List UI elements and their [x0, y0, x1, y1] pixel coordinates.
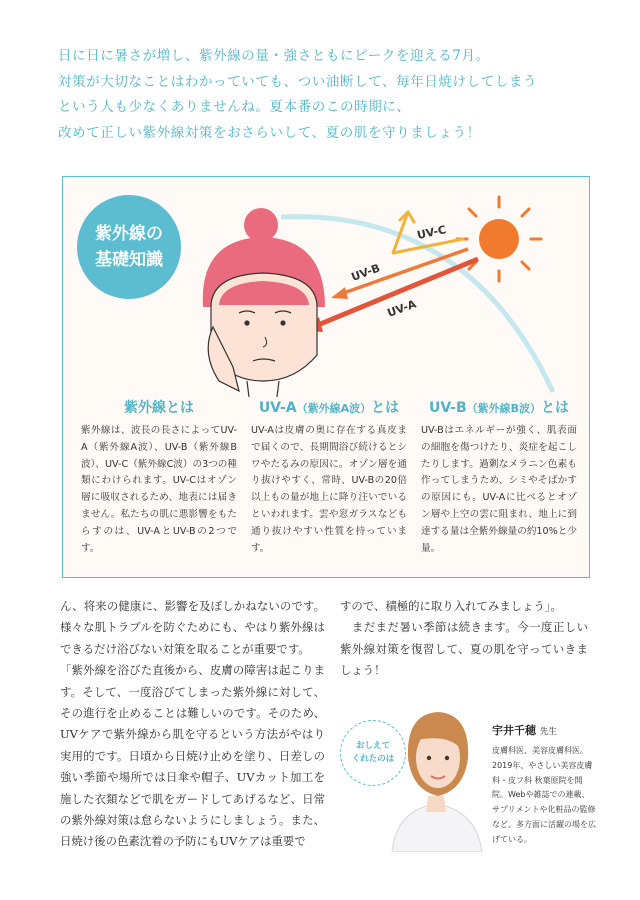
column-heading: UV-B（紫外線B波）とは [428, 400, 570, 416]
column-text: UV-Aは皮膚の奥に存在する真皮まで届くので、長期間浴び続けるとシワやたるみの原因に。オゾン層を通り抜けやすく、常時、UV-Bの20倍以上もの量が地上に降り注いでいるといわれます。雲や窓ガラスなども通り抜けやすい性質を持っています。 [251, 425, 407, 554]
expert-profile [492, 722, 596, 848]
intro-line: という人も少なくありませんね。夏本番のこの時期に、 [58, 99, 411, 115]
uv-basics-panel [62, 176, 590, 578]
uvc-label: UV-C [415, 223, 448, 242]
basics-badge [77, 195, 181, 299]
column-text: UV-Bはエネルギーが強く、肌表面の細胞を傷つけたり、炎症を起こしたりします。過剰なメラニン色素も作ってしまうため、シミやそばかすの原因にも。UV-Aに比べるとオゾン層や上空の雲に阻まれ、地上に到達する量は全紫外線量の約10%と少量。 [421, 425, 577, 554]
column-uvb [421, 397, 577, 557]
column-uva [251, 397, 407, 557]
expert-badge [340, 720, 406, 786]
expert-badge-line: くれたのは [351, 754, 395, 764]
expert-name-line [492, 722, 596, 738]
expert-title: 先生 [539, 727, 557, 737]
sun-icon [457, 197, 541, 281]
article-right-column [340, 596, 588, 682]
expert-bio: 皮膚科医、美容皮膚科医。2019年、やさしい美容皮膚科・皮フ科 秋葉原院を開院。Webや雑誌での連載、サプリメントや化粧品の監修など、多方面に活躍の場を広げている。 [492, 746, 596, 844]
article-paragraph: 「紫外線を浴びた直後から、皮膚の障害は起こります。そして、一度浴びてしまった紫外線に対して、その進行を止めることは難しいのです。そのため、UVケアで紫外線から肌を守るという方法がやはり実用的です。日頃から日焼け止めを塗り、日差しの強い季節や場所では日傘や帽子、UVカット加工を施した衣類などで肌をガードしてあげるなど、日常の紫外線対策は怠らないようにしましょう。また、日焼け後の色素沈着の予防にもUVケアは重要で [60, 663, 325, 849]
expert-name: 宇井千穂 [492, 724, 536, 737]
article-paragraph: まだまだ暑い季節は続きます。今一度正しい紫外線対策を復習して、夏の肌を守っていきましょう！ [340, 620, 588, 678]
article-left-column [60, 596, 325, 853]
uva-arrow [303, 259, 478, 332]
intro-line: 日に日に暑さが増し、紫外線の量・強さともにピークを迎える7月。 [58, 48, 490, 64]
doctor-photo [384, 700, 488, 852]
woman-illustration [203, 208, 325, 397]
uvb-label: UV-B [349, 261, 382, 284]
column-text: 紫外線は、波長の長さによってUV-A（紫外線A波）、UV-B（紫外線B波）、UV-C（紫外線C波）の3つの種類にわけられます。UV-Cはオゾン層に吸収されるため、地表には届きません。私たちの肌に悪影響をもたらすのは、UV-AとUV-Bの2つです。 [81, 425, 237, 554]
column-heading: UV-A（紫外線A波）とは [258, 400, 400, 416]
intro-text [58, 44, 598, 146]
expert-badge-line: おしえて [355, 741, 390, 751]
column-heading: 紫外線とは [124, 400, 194, 416]
badge-line: 紫外線の [95, 224, 163, 244]
column-uv-overview [81, 397, 237, 557]
intro-line: 改めて正しい紫外線対策をおさらいして、夏の肌を守りましょう！ [58, 124, 481, 141]
intro-line: 対策が大切なことはわかっていても、つい油断して、毎年日焼けしてしまう [58, 73, 538, 90]
article-paragraph: ん、将来の健康に、影響を及ぼしかねないのです。様々な肌トラブルを防ぐためにも、やはり紫外線はできるだけ浴びない対策を取ることが重要です。 [60, 599, 325, 656]
uv-columns [81, 397, 577, 557]
article-paragraph: すので、積極的に取り入れてみましょう」。 [340, 599, 562, 613]
badge-line: 基礎知識 [95, 250, 163, 270]
uva-label: UV-A [385, 297, 418, 320]
